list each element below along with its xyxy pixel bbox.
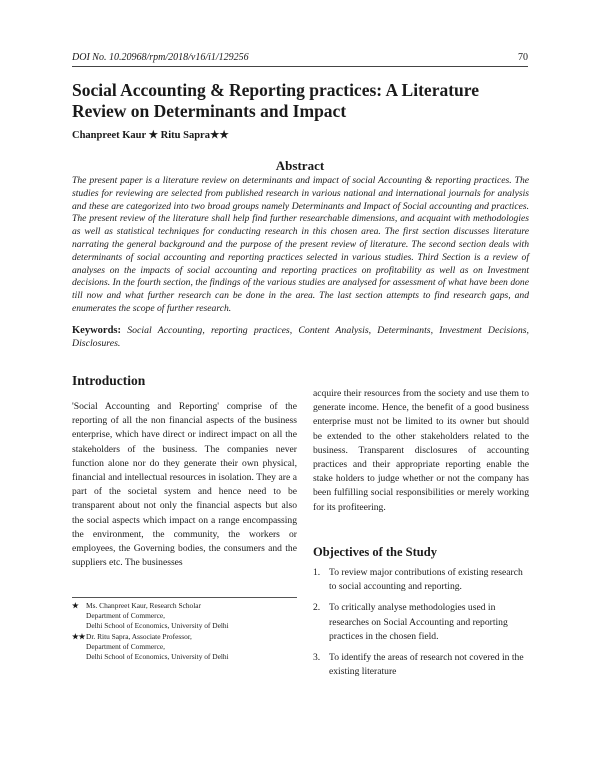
introduction-left-column: 'Social Accounting and Reporting' comprise of the reporting of all the non financial aspects of the business enterprise, which have direct or indirect impact on all the stakeholders of the business. The companies never function alone nor do they generate their own physical, financial and intellectual resources in isolation. They are a part of the societal system and hence need to be transparent about not only the financial aspects but also the social aspects which impact on a range encompassing the environment, the community, the workers or employees, the Governing bodies, the consumers and the suppliers etc. The businesses bbox=[72, 401, 297, 569]
abstract-text: The present paper is a literature review on determinants and impact of social Accounting & reporting practices. The studies for reviewing are selected from published research in various national and international journals for analysis and these are categorized into two broad groups namely Determinants and Impact of Social accounting and practices. The present review of the literature shall help find further researchable dimensions, and acquaint with methodologies as well as statistical techniques for conducting research in this chosen area. The first section discusses literature narrating the general background and the purpose of the present review of literature. The second section deals with determinants of social accounting and reporting practices selected in various studies. Third Section is a review of analyses on the impacts of social accounting and reporting practices on profitability as well as on Investment decisions. In the fourth section, the findings of the various studies are analysed for assessment of what have been done till now and what further research can be done in the area. The last section attempts to find research gaps, and enumerates the scope of further research. bbox=[72, 175, 529, 314]
introduction-heading: Introduction bbox=[72, 373, 146, 388]
footnote-line: Department of Commerce, bbox=[86, 611, 166, 621]
footnote-line: Ms. Chanpreet Kaur, Research Scholar bbox=[86, 601, 202, 610]
footnote-line: Delhi School of Economics, University of Delhi bbox=[86, 621, 229, 631]
list-item bbox=[313, 566, 529, 594]
list-item bbox=[313, 601, 529, 644]
footnote-author-2 bbox=[72, 632, 297, 663]
objectives-list bbox=[313, 566, 529, 686]
list-item-number: 3. bbox=[313, 652, 321, 664]
list-item-number: 1. bbox=[313, 567, 321, 578]
footnote-line: Dr. Ritu Sapra, Associate Professor, bbox=[86, 631, 192, 641]
objectives-heading: Objectives of the Study bbox=[313, 545, 437, 559]
paper-title: Social Accounting & Reporting practices: A Literature Review on Determinants and Impact bbox=[72, 80, 479, 121]
footnote-line: Department of Commerce, bbox=[86, 641, 166, 651]
running-header bbox=[72, 52, 528, 67]
list-item bbox=[313, 651, 529, 679]
paper-authors: Chanpreet Kaur ★ Ritu Sapra★★ bbox=[72, 130, 229, 141]
keywords-text: Social Accounting, reporting practices, Content Analysis, Determinants, Investment Decisions, Disclosures. bbox=[72, 325, 529, 349]
footnote-divider bbox=[72, 597, 297, 598]
page-number: 70 bbox=[518, 52, 528, 63]
footnote-mark: ★ bbox=[72, 601, 79, 610]
keywords-label: Keywords: bbox=[72, 325, 121, 336]
doi-label[interactable]: DOI No. 10.20968/rpm/2018/v16/i1/129256 bbox=[72, 52, 249, 63]
footnote-mark: ★★ bbox=[72, 631, 86, 641]
list-item-text: To review major contributions of existing research to social accounting and reporting. bbox=[329, 567, 523, 593]
introduction-right-column: acquire their resources from the society and use them to generate income. Hence, the benefit of a good business enterprise must not be limited to its owner but should be extended to the other stakeholders related to the business. Transparent disclosures of accounting practices and their appropriate reporting enable the stake holders to judge whether or not the company has been fulfilling social responsibilities or merely working for its profiteering. bbox=[313, 388, 529, 513]
keywords bbox=[72, 325, 529, 351]
abstract-heading: Abstract bbox=[275, 158, 325, 173]
footnotes bbox=[72, 601, 297, 662]
list-item-number: 2. bbox=[313, 602, 321, 614]
footnote-line: Delhi School of Economics, University of Delhi bbox=[86, 652, 229, 662]
footnote-author-1 bbox=[72, 601, 297, 632]
list-item-text: To critically analyse methodologies used in researches on Social Accounting and reporting practices in the chosen field. bbox=[329, 602, 508, 642]
list-item-text: To identify the areas of research not covered in the existing literature bbox=[329, 652, 524, 678]
